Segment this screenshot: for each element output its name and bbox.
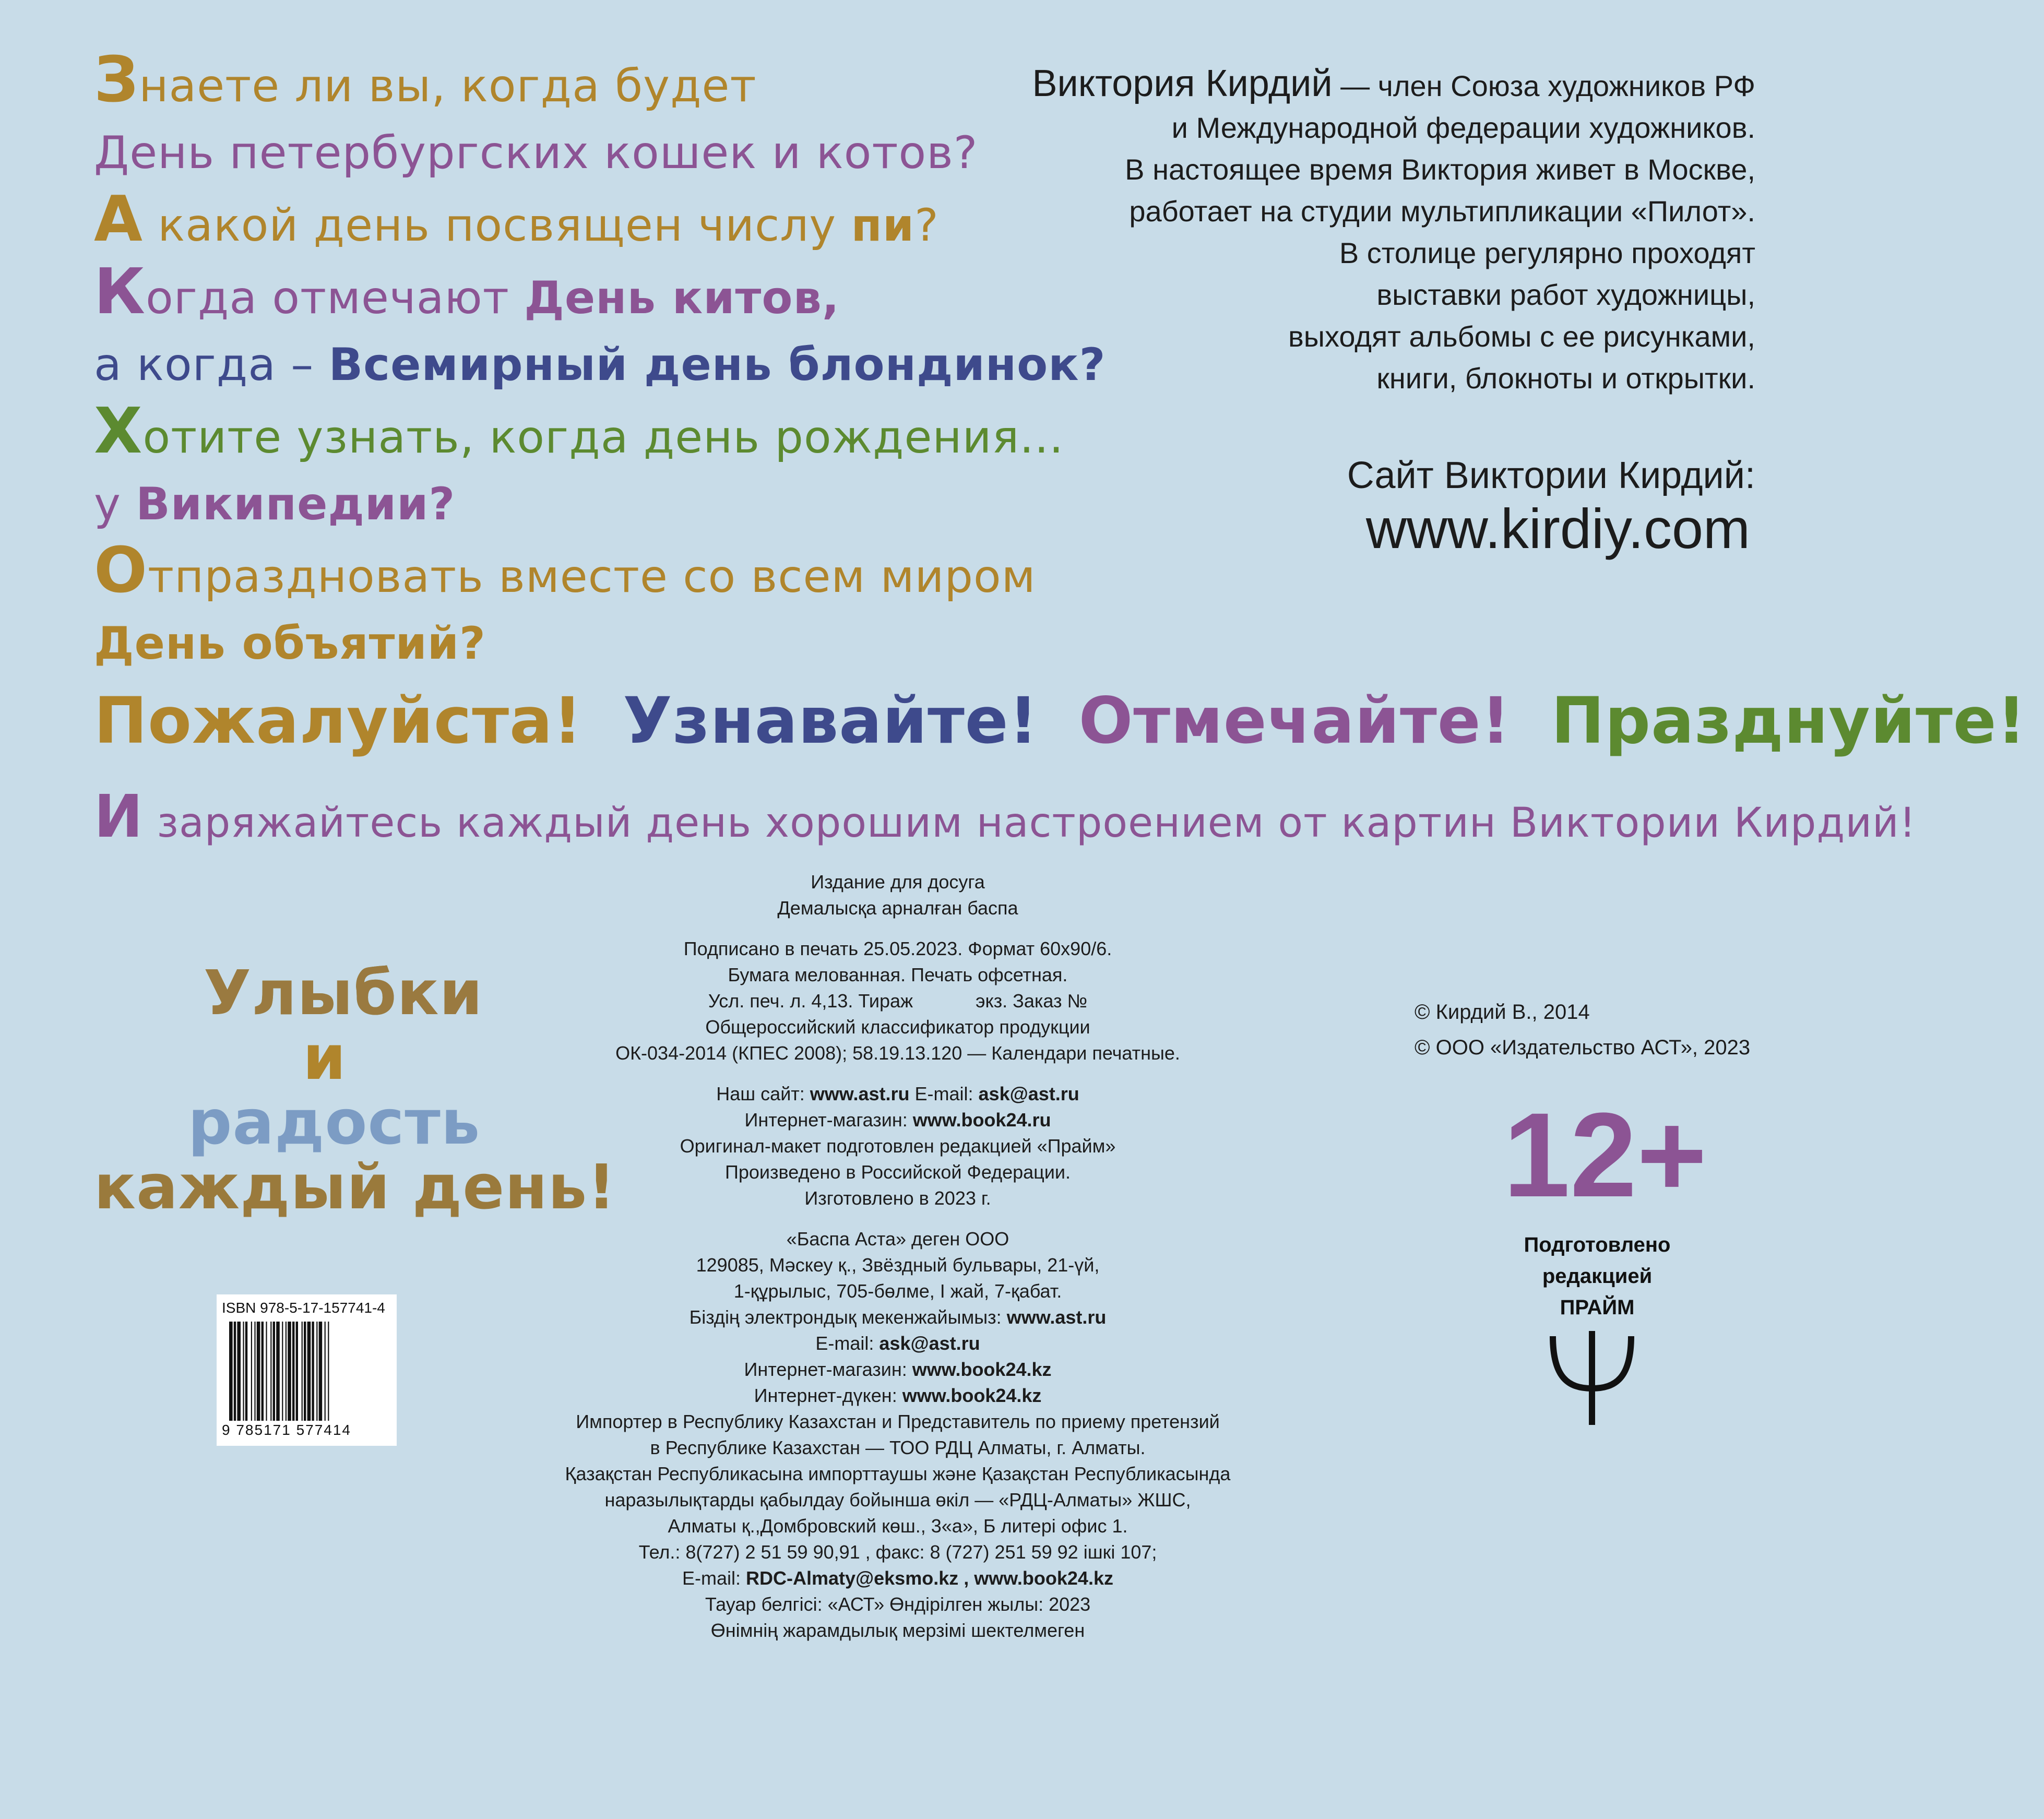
imprint-site-link[interactable]: www.ast.ru — [810, 1083, 910, 1104]
question-cap: К — [94, 256, 146, 328]
cheer-mark: Отмечайте! — [1078, 684, 1511, 758]
imprint-line: ОК-034-2014 (КПЕС 2008); 58.19.13.120 — Календари печатные. — [615, 1042, 1180, 1064]
imprint-label: Интернет-дүкен: — [754, 1385, 902, 1406]
imprint-kz-email-link[interactable]: ask@ast.ru — [879, 1333, 980, 1354]
question-line-9: День объятий? — [94, 617, 486, 670]
imprint-line: Усл. печ. л. 4,13. Тираж экз. Заказ № — [708, 990, 1088, 1012]
question-line-2: День петербургских кошек и котов? — [94, 127, 978, 179]
question-line-1 — [94, 44, 981, 120]
imprint-line: Алматы қ.,Домбровский көш., 3«а», Б литері офис 1. — [668, 1515, 1128, 1537]
imprint-label: Интернет-магазин: — [744, 1109, 913, 1131]
imprint-line: Тауар белгісі: «АСТ» Өндірілген жылы: 2023 — [705, 1594, 1091, 1615]
prepared-by — [1477, 1229, 1717, 1323]
question-line-5 — [94, 331, 1106, 398]
imprint-line: 129085, Мәскеу қ., Звёздный бульвары, 21-үй, — [696, 1254, 1100, 1276]
bio-line: В столице регулярно проходят — [1339, 236, 1755, 269]
barcode-icon — [229, 1322, 386, 1421]
isbn-barcode-box — [217, 1294, 397, 1446]
title-line-3: радость — [188, 1086, 481, 1158]
prepared-line: Подготовлено — [1524, 1233, 1671, 1256]
imprint-site-line — [532, 1081, 1263, 1107]
imprint-line: наразылықтарды қабылдау бойынша өкіл — «РДЦ-Алматы» ЖШС, — [604, 1489, 1191, 1511]
charge-line — [94, 783, 1916, 851]
imprint-label: Біздің электрондық мекенжайымыз: — [689, 1306, 1007, 1328]
imprint-label: Наш сайт: — [716, 1083, 810, 1104]
imprint-line: 1-құрылыс, 705-бөлме, I жай, 7-қабат. — [733, 1280, 1062, 1302]
author-site-link[interactable]: www.kirdiy.com — [1365, 497, 1750, 560]
bio-line: работает на студии мультипликации «Пилот». — [1129, 195, 1755, 228]
author-bio — [868, 63, 1755, 399]
bio-line: В настоящее время Виктория живет в Москве, — [1125, 153, 1755, 186]
imprint-line: Импортер в Республику Казахстан и Представитель по приему претензий — [576, 1411, 1220, 1432]
copyright-publisher: © ООО «Издательство АСТ», 2023 — [1415, 1036, 1751, 1059]
question-pi: пи — [851, 199, 915, 252]
copyright-block — [1415, 994, 1750, 1065]
question-text: тпраздновать вместе со всем миром — [148, 551, 1036, 603]
question-cap: Х — [94, 395, 143, 468]
imprint-rdc-email-link[interactable]: RDC-Almaty@eksmo.kz — [746, 1567, 959, 1589]
age-rating: 12+ — [1503, 1088, 1707, 1222]
title-line-2: и — [303, 1021, 347, 1093]
question-cap: А — [94, 183, 143, 256]
imprint-shop-line — [532, 1107, 1263, 1133]
cheer-learn: Узнавайте! — [623, 684, 1039, 758]
question-text: какой день посвящен числу — [142, 199, 851, 252]
imprint-kz-site-link[interactable]: www.ast.ru — [1006, 1306, 1107, 1328]
imprint-label: E-mail: — [682, 1567, 746, 1589]
imprint-line: Издание для досуга — [811, 871, 985, 893]
question-cap: З — [94, 44, 139, 116]
imprint-line: Қазақстан Республикасына импорттаушы және Қазақстан Республикасында — [565, 1463, 1231, 1484]
isbn-label: ISBN 978-5-17-157741-4 — [222, 1300, 385, 1316]
imprint-block — [532, 869, 1263, 1644]
imprint-kz-shop-link[interactable]: www.book24.kz — [912, 1359, 1052, 1380]
question-line-4 — [94, 256, 981, 331]
question-blondes: Всемирный день блондинок? — [328, 339, 1106, 391]
question-text: наете ли вы, когда будет — [139, 60, 757, 112]
author-site-label: Сайт Виктории Кирдий: — [1347, 455, 1755, 496]
prepared-line: редакцией — [1542, 1265, 1653, 1288]
imprint-line: «Баспа Аста» деген ООО — [786, 1228, 1009, 1250]
imprint-kz-email-line — [532, 1330, 1263, 1357]
isbn-digits: 9 785171 577414 — [222, 1422, 351, 1438]
imprint-line: Демалысқа арналған баспа — [777, 897, 1018, 919]
imprint-line: Изготовлено в 2023 г. — [804, 1187, 991, 1209]
question-text: а когда – — [94, 339, 329, 391]
imprint-line: Өнімнің жарамдылық мерзімі шектелмеген — [710, 1620, 1085, 1641]
question-cap: О — [94, 534, 148, 607]
charge-cap: И — [94, 783, 144, 851]
imprint-line: Произведено в Российской Федерации. — [724, 1161, 1071, 1183]
imprint-label: Интернет-магазин: — [744, 1359, 912, 1380]
imprint-rdc-site-link[interactable]: www.book24.kz — [974, 1567, 1113, 1589]
imprint-line: Подписано в печать 25.05.2023. Формат 60x90/6. — [683, 938, 1112, 959]
cheer-please: Пожалуйста! — [94, 684, 583, 758]
imprint-email-link[interactable]: ask@ast.ru — [978, 1083, 1079, 1104]
bio-line-1 — [868, 63, 1755, 107]
imprint-label: E-mail: — [815, 1333, 880, 1354]
imprint-shop-link[interactable]: www.book24.ru — [912, 1109, 1051, 1131]
bio-text: — член Союза художников РФ — [1332, 69, 1755, 102]
cheers-line — [94, 684, 2044, 758]
title-word: Улыбки — [204, 957, 483, 1029]
cheer-celebrate: Празднуйте! — [1551, 684, 2027, 758]
imprint-line: Оригинал-макет подготовлен редакцией «Прайм» — [680, 1135, 1116, 1157]
bio-line: и Международной федерации художников. — [1171, 111, 1755, 144]
imprint-separator: , — [958, 1567, 975, 1589]
prepared-line: ПРАЙМ — [1560, 1296, 1635, 1319]
psi-icon — [1548, 1331, 1636, 1425]
question-line-8 — [94, 534, 1036, 610]
question-line-6 — [94, 395, 1064, 471]
question-text: ? — [914, 199, 939, 252]
question-wiki: Википедии? — [136, 478, 456, 530]
charge-text: заряжайтесь каждый день хорошим настроением от картин Виктории Кирдий! — [143, 800, 1917, 847]
imprint-line: в Республике Казахстан — ТОО РДЦ Алматы, г. Алматы. — [650, 1437, 1146, 1458]
question-line-7 — [94, 471, 981, 538]
imprint-rdc-line — [532, 1565, 1263, 1591]
imprint-line: Тел.: 8(727) 2 51 59 90,91 , факс: 8 (727) 251 59 92 ішкі 107; — [638, 1541, 1157, 1563]
imprint-label: E-mail: — [909, 1083, 979, 1104]
questions-block — [94, 44, 1106, 677]
question-line-3 — [94, 183, 981, 259]
imprint-kz-shop-line — [532, 1357, 1263, 1383]
bio-line: выставки работ художницы, — [1376, 278, 1755, 311]
author-name: Виктория Кирдий — [1032, 63, 1333, 104]
title-line-4: каждый день! — [94, 1151, 616, 1223]
bio-line: книги, блокноты и открытки. — [1376, 362, 1755, 395]
question-whales: День китов, — [524, 272, 840, 324]
bio-line: выходят альбомы с ее рисунками, — [1288, 320, 1755, 353]
question-text: у — [94, 478, 136, 530]
question-text: огда отмечают — [146, 272, 525, 324]
imprint-kz-shop2-link[interactable]: www.book24.kz — [902, 1385, 1042, 1406]
copyright-author: © Кирдий В., 2014 — [1415, 1001, 1590, 1024]
imprint-line: Бумага мелованная. Печать офсетная. — [728, 964, 1068, 985]
imprint-kz-site-line — [532, 1304, 1263, 1330]
imprint-line: Общероссийский классификатор продукции — [705, 1016, 1090, 1038]
question-text: отите узнать, когда день рождения... — [142, 411, 1064, 463]
imprint-kz-shop2-line — [532, 1383, 1263, 1409]
